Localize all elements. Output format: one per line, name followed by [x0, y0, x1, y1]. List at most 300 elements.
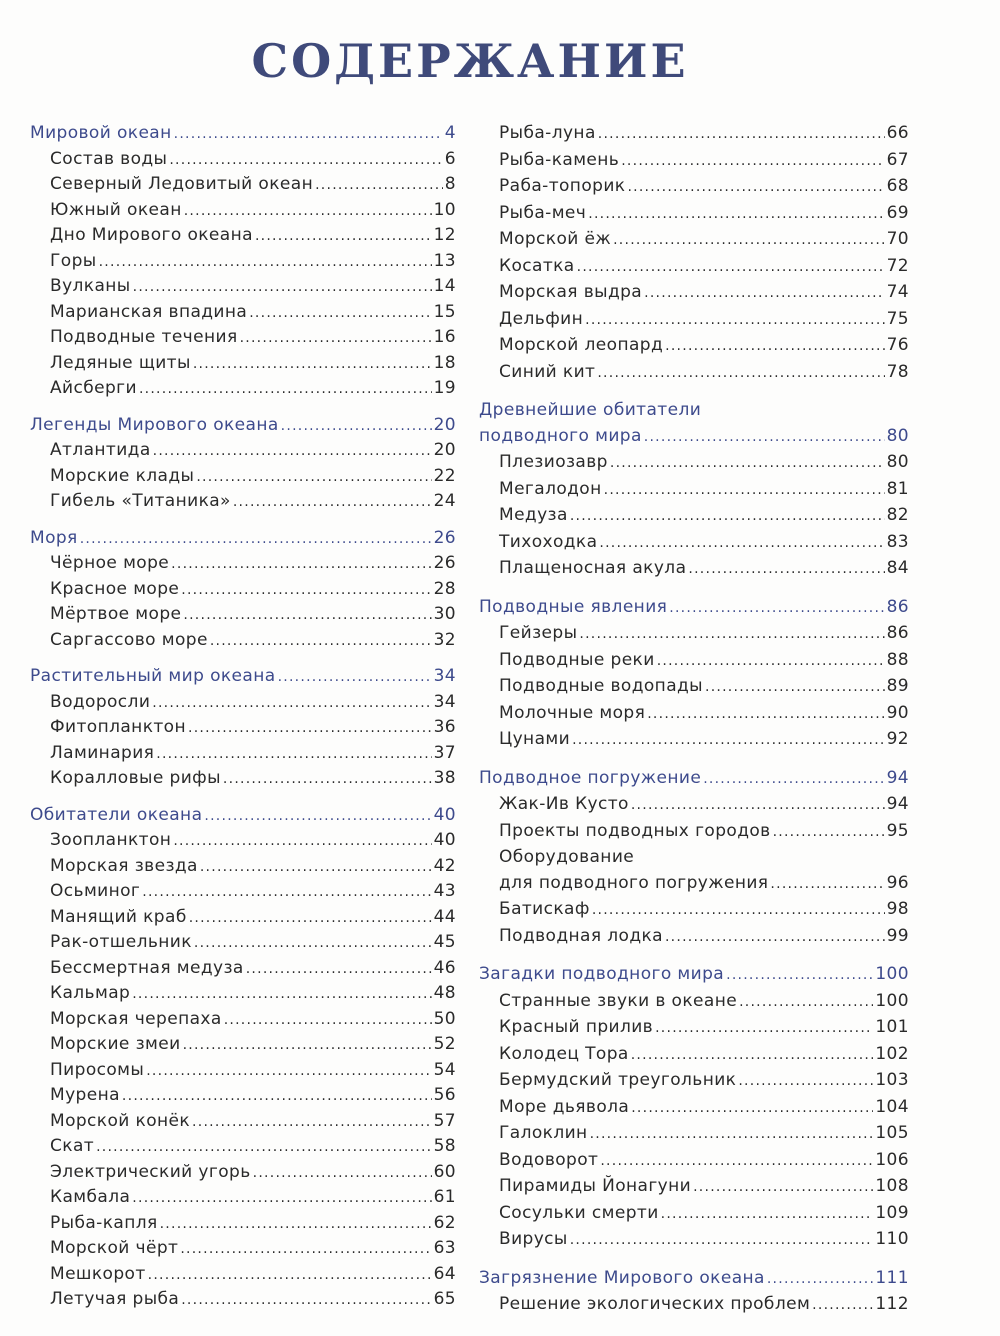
- toc-page-number: 24: [433, 491, 456, 511]
- toc-entry[interactable]: [479, 1095, 909, 1122]
- toc-entry-label: Морской леопард: [499, 335, 664, 355]
- toc-page-number: 88: [886, 649, 909, 670]
- toc-entry[interactable]: [479, 280, 909, 307]
- dot-leader: [233, 489, 432, 515]
- toc-entry[interactable]: [479, 1201, 909, 1228]
- toc-entry-label: Растительный мир океана: [30, 666, 276, 686]
- dot-leader: [588, 201, 884, 228]
- toc-entry-label: Гейзеры: [499, 623, 578, 643]
- toc-entry[interactable]: [30, 1287, 456, 1313]
- toc-page-number: 95: [886, 820, 909, 841]
- toc-section: [30, 803, 456, 1313]
- toc-entry-label: Мировой океан: [30, 123, 172, 143]
- dot-leader: [188, 715, 432, 741]
- toc-page-number: 30: [433, 604, 456, 624]
- dot-leader: [146, 1058, 431, 1084]
- dot-leader: [223, 766, 432, 792]
- toc-entry-label: Легенды Мирового океана: [30, 414, 279, 435]
- dot-leader: [174, 121, 443, 147]
- toc-entry[interactable]: [479, 989, 909, 1016]
- toc-entry[interactable]: [479, 792, 909, 819]
- toc-entry-label: Морская звезда: [50, 855, 198, 876]
- toc-section-heading[interactable]: [30, 121, 456, 147]
- toc-page-number: 26: [433, 527, 456, 548]
- toc-entry-label: Ледяные щиты: [50, 352, 191, 373]
- toc-page-number: 38: [433, 768, 456, 788]
- toc-page-number: 20: [433, 414, 456, 435]
- toc-entry-label: Плезиозавр: [499, 452, 608, 472]
- toc-entry-label: Саргассово море: [50, 629, 208, 650]
- toc-entry-label: Южный океан: [50, 199, 182, 220]
- toc-entry-label: Зоопланктон: [50, 830, 172, 850]
- dot-leader: [647, 701, 884, 728]
- toc-entry[interactable]: [30, 438, 456, 464]
- toc-entry-label: Вулканы: [50, 276, 131, 296]
- toc-page-number: 26: [433, 553, 456, 573]
- dot-leader: [122, 1083, 432, 1109]
- toc-entry[interactable]: [30, 577, 456, 603]
- toc-entry-label: Морской чёрт: [50, 1238, 179, 1258]
- toc-entry[interactable]: [479, 503, 909, 530]
- toc-page-number: 46: [433, 957, 456, 978]
- toc-entry-label: Бермудский треугольник: [499, 1070, 737, 1090]
- dot-leader: [597, 360, 884, 387]
- dot-leader: [173, 828, 431, 854]
- toc-entry[interactable]: [479, 1292, 909, 1319]
- toc-entry-label: Бессмертная медуза: [50, 957, 244, 978]
- toc-entry-label: Дно Мирового океана: [50, 225, 253, 245]
- dot-leader: [598, 121, 885, 148]
- toc-entry[interactable]: [30, 741, 456, 767]
- toc-entry[interactable]: [30, 1236, 456, 1262]
- toc-entry-label: Медуза: [499, 505, 568, 525]
- dot-leader: [590, 1121, 874, 1148]
- toc-entry[interactable]: [30, 1032, 456, 1058]
- toc-section-heading[interactable]: [479, 962, 909, 989]
- toc-entry-label: Рыба-меч: [499, 202, 587, 223]
- toc-entry-label: Айсберги: [50, 378, 137, 398]
- toc-entry-label: Батискаф: [499, 899, 590, 919]
- toc-entry-label: Косатка: [499, 255, 575, 276]
- toc-page-number: 16: [433, 327, 456, 347]
- toc-entry[interactable]: [30, 1058, 456, 1084]
- dot-leader: [570, 1227, 874, 1254]
- toc-entry-label: Мешкорот: [50, 1263, 146, 1284]
- toc-entry-label: Водоросли: [50, 691, 151, 712]
- toc-section: [479, 398, 909, 583]
- dot-leader: [96, 1134, 432, 1160]
- toc-page-number: 78: [886, 361, 909, 382]
- toc-entry[interactable]: [479, 1121, 909, 1148]
- toc-page-number: 86: [886, 623, 909, 643]
- toc-entry[interactable]: [479, 674, 909, 701]
- dot-leader: [249, 300, 431, 326]
- dot-leader: [572, 727, 884, 754]
- toc-entry[interactable]: [30, 766, 456, 792]
- dot-leader: [770, 871, 884, 898]
- toc-page-number: 72: [886, 255, 909, 276]
- toc-section-heading[interactable]: [30, 664, 456, 690]
- toc-entry[interactable]: [30, 551, 456, 577]
- toc-entry[interactable]: [30, 1262, 456, 1288]
- toc-page-number: 19: [433, 378, 456, 398]
- toc-page-number: 40: [433, 804, 456, 825]
- toc-entry-label: Подводное погружение: [479, 767, 702, 788]
- toc-entry[interactable]: [479, 819, 909, 846]
- toc-entry[interactable]: [479, 1148, 909, 1175]
- dot-leader: [665, 924, 885, 951]
- dot-leader: [688, 556, 884, 583]
- toc-page-number: 94: [886, 794, 909, 814]
- dot-leader: [139, 376, 432, 402]
- toc-entry[interactable]: [30, 628, 456, 654]
- dot-leader: [183, 602, 431, 628]
- toc-section-heading[interactable]: [479, 1266, 909, 1293]
- toc-entry[interactable]: [479, 1015, 909, 1042]
- dot-leader: [644, 280, 884, 307]
- toc-entry[interactable]: [479, 1042, 909, 1069]
- toc-entry[interactable]: [30, 1160, 456, 1186]
- toc-page-number: 89: [886, 676, 909, 696]
- toc-page-number: 18: [433, 352, 456, 373]
- toc-page-number: 82: [886, 505, 909, 525]
- dot-leader: [194, 930, 432, 956]
- dot-leader: [604, 477, 885, 504]
- dot-leader: [133, 274, 432, 300]
- toc-entry-label: Море дьявола: [499, 1096, 630, 1117]
- dot-leader: [657, 648, 885, 675]
- toc-entry-label: Молочные моря: [499, 702, 646, 723]
- toc-section-heading[interactable]: [479, 766, 909, 793]
- dot-leader: [739, 989, 873, 1016]
- toc-entry-label: Электрический угорь: [50, 1161, 251, 1182]
- dot-leader: [812, 1292, 873, 1319]
- toc-section-heading[interactable]: [479, 424, 909, 451]
- toc-left-column: [30, 121, 456, 1324]
- toc-page-number: 4: [444, 123, 456, 143]
- dot-leader: [278, 664, 432, 690]
- toc-page-number: 13: [433, 250, 456, 271]
- toc-section-heading[interactable]: [479, 595, 909, 622]
- toc-page-number: 65: [433, 1289, 456, 1309]
- toc-entry[interactable]: [30, 879, 456, 905]
- toc-page-number: 52: [433, 1034, 456, 1054]
- toc-page-number: 70: [886, 229, 909, 249]
- toc-entry[interactable]: [30, 602, 456, 628]
- toc-page-number: 98: [886, 899, 909, 919]
- dot-leader: [181, 577, 431, 603]
- toc-section-heading-line: [479, 398, 909, 424]
- toc-entry[interactable]: [30, 981, 456, 1007]
- dot-leader: [132, 1185, 431, 1211]
- dot-leader: [246, 956, 432, 982]
- toc-entry-label: Пирамиды Йонагуни: [499, 1176, 692, 1196]
- dot-leader: [148, 1262, 432, 1288]
- dot-leader: [193, 351, 432, 377]
- toc-entry[interactable]: [30, 1211, 456, 1237]
- toc-entry[interactable]: [30, 300, 456, 326]
- toc-page-number: 20: [433, 440, 456, 460]
- toc-page-number: 15: [433, 301, 456, 322]
- toc-entry-label: Оборудование: [499, 847, 635, 867]
- toc-section: [30, 121, 456, 402]
- dot-leader: [80, 526, 432, 552]
- toc-entry[interactable]: [479, 897, 909, 924]
- toc-entry[interactable]: [30, 956, 456, 982]
- dot-leader: [204, 803, 431, 829]
- toc-entry[interactable]: [479, 333, 909, 360]
- toc-entry-label: Дельфин: [499, 308, 584, 329]
- toc-page-number: 74: [886, 282, 909, 302]
- dot-leader: [192, 1109, 432, 1135]
- toc-page-number: 48: [433, 983, 456, 1003]
- toc-page-number: 68: [886, 176, 909, 196]
- toc-entry-label: Чёрное море: [50, 553, 170, 573]
- toc-entry[interactable]: [479, 174, 909, 201]
- toc-entry-label: Подводные течения: [50, 327, 238, 347]
- toc-page-number: 102: [875, 1043, 909, 1064]
- toc-entry-label: Раба-топорик: [499, 176, 626, 196]
- toc-entry-label: Обитатели океана: [30, 804, 203, 825]
- toc-entry-label: Водоворот: [499, 1149, 599, 1170]
- dot-leader: [152, 690, 431, 716]
- dot-leader: [169, 147, 442, 173]
- toc-page-number: 105: [875, 1123, 909, 1143]
- toc-entry[interactable]: [30, 1185, 456, 1211]
- toc-section: [479, 121, 909, 386]
- toc-entry[interactable]: [479, 254, 909, 281]
- toc-entry-label: Камбала: [50, 1187, 131, 1207]
- dot-leader: [665, 333, 884, 360]
- toc-entry[interactable]: [30, 464, 456, 490]
- dot-leader: [315, 172, 443, 198]
- toc-page-number: 56: [433, 1085, 456, 1105]
- toc-entry[interactable]: [30, 325, 456, 351]
- toc-page-number: 22: [433, 465, 456, 486]
- toc-section-heading[interactable]: [30, 526, 456, 552]
- dot-leader: [255, 223, 432, 249]
- toc-entry-label: Северный Ледовитый океан: [50, 174, 314, 194]
- dot-leader: [693, 1174, 873, 1201]
- toc-entry[interactable]: [479, 477, 909, 504]
- toc-entry-label: Скат: [50, 1136, 95, 1156]
- toc-page-number: 32: [433, 629, 456, 650]
- toc-entry[interactable]: [479, 556, 909, 583]
- toc-entry-label: Морские змеи: [50, 1034, 181, 1054]
- toc-entry-label: Моря: [30, 527, 78, 548]
- dot-leader: [773, 819, 885, 846]
- toc-entry[interactable]: [30, 1109, 456, 1135]
- toc-entry[interactable]: [479, 227, 909, 254]
- toc-entry[interactable]: [479, 871, 909, 898]
- toc-entry[interactable]: [30, 489, 456, 515]
- toc-entry-label: Морская выдра: [499, 282, 643, 302]
- toc-entry[interactable]: [30, 172, 456, 198]
- dot-leader: [661, 1201, 874, 1228]
- toc-entry-label: Мёртвое море: [50, 604, 182, 624]
- toc-page-number: 104: [875, 1096, 909, 1117]
- dot-leader: [738, 1068, 873, 1095]
- dot-leader: [156, 741, 431, 767]
- toc-entry[interactable]: [30, 1007, 456, 1033]
- dot-leader: [281, 413, 432, 439]
- toc-page-number: 8: [444, 174, 456, 194]
- toc-section: [479, 1266, 909, 1319]
- toc-entry[interactable]: [479, 701, 909, 728]
- dot-leader: [579, 621, 884, 648]
- toc-entry[interactable]: [479, 530, 909, 557]
- toc-entry[interactable]: [479, 360, 909, 387]
- toc-entry[interactable]: [479, 201, 909, 228]
- dot-leader: [570, 503, 885, 530]
- toc-page-number: 62: [433, 1212, 456, 1233]
- toc-page-number: 76: [886, 335, 909, 355]
- toc-page-number: 75: [886, 308, 909, 329]
- toc-entry[interactable]: [479, 450, 909, 477]
- toc-page-number: 83: [886, 531, 909, 552]
- dot-leader: [631, 1042, 874, 1069]
- toc-entry[interactable]: [479, 148, 909, 175]
- toc-entry-label: Морская черепаха: [50, 1008, 222, 1029]
- toc-entry-label: Тихоходка: [499, 531, 598, 552]
- toc-page-number: 50: [433, 1008, 456, 1029]
- toc-page-number: 106: [875, 1149, 909, 1170]
- dot-leader: [585, 307, 884, 334]
- toc-entry[interactable]: [30, 690, 456, 716]
- toc-page-number: 96: [886, 872, 909, 893]
- toc-page-number: 58: [433, 1136, 456, 1156]
- toc-page-number: 110: [875, 1229, 909, 1249]
- toc-entry[interactable]: [30, 715, 456, 741]
- toc-entry[interactable]: [479, 1227, 909, 1254]
- toc-section: [479, 962, 909, 1254]
- toc-page-number: 101: [875, 1017, 909, 1037]
- dot-leader: [171, 551, 431, 577]
- toc-page-number: 28: [433, 578, 456, 599]
- toc-page-number: 80: [886, 452, 909, 472]
- toc-page-number: 81: [886, 478, 909, 499]
- toc-entry-label: Странные звуки в океане: [499, 990, 738, 1011]
- toc-section: [479, 595, 909, 754]
- toc-page-number: 108: [875, 1176, 909, 1196]
- toc-page-number: 12: [433, 225, 456, 245]
- toc-entry[interactable]: [30, 905, 456, 931]
- dot-leader: [181, 1287, 431, 1313]
- toc-entry[interactable]: [479, 621, 909, 648]
- toc-entry[interactable]: [30, 274, 456, 300]
- toc-entry-label: Гибель «Титаника»: [50, 491, 231, 511]
- toc-entry[interactable]: [479, 307, 909, 334]
- toc-entry-label: подводного мира: [479, 425, 642, 446]
- toc-entry-label: Рыба-камень: [499, 149, 620, 170]
- dot-leader: [189, 905, 432, 931]
- toc-entry-label: Мурена: [50, 1085, 120, 1105]
- toc-entry[interactable]: [479, 1174, 909, 1201]
- toc-page-number: 92: [886, 729, 909, 749]
- toc-entry[interactable]: [30, 351, 456, 377]
- toc-entry[interactable]: [30, 828, 456, 854]
- toc-entry[interactable]: [30, 376, 456, 402]
- dot-leader: [610, 450, 885, 477]
- dot-leader: [210, 628, 432, 654]
- toc-entry-label: Древнейшие обитатели: [479, 400, 702, 420]
- toc-page-number: 99: [886, 925, 909, 946]
- toc-page-number: 44: [433, 906, 456, 927]
- dot-leader: [621, 148, 884, 175]
- toc-page-number: 14: [433, 276, 456, 296]
- dot-leader: [627, 174, 884, 201]
- toc-section-heading[interactable]: [30, 803, 456, 829]
- toc-entry[interactable]: [30, 1134, 456, 1160]
- dot-leader: [99, 249, 432, 275]
- toc-entry[interactable]: [30, 198, 456, 224]
- toc-entry-label: Подводные водопады: [499, 676, 703, 696]
- toc-entry[interactable]: [479, 648, 909, 675]
- toc-entry[interactable]: [30, 249, 456, 275]
- toc-entry-label: Морской ёж: [499, 229, 612, 249]
- toc-entry[interactable]: [479, 121, 909, 148]
- toc-section: [30, 664, 456, 792]
- dot-leader: [726, 962, 873, 989]
- toc-page-number: 100: [875, 990, 909, 1011]
- toc-entry[interactable]: [479, 924, 909, 951]
- toc-entry[interactable]: [30, 223, 456, 249]
- toc-entry-label: Синий кит: [499, 361, 596, 382]
- dot-leader: [132, 981, 431, 1007]
- toc-section-heading[interactable]: [30, 413, 456, 439]
- toc-entry-line: [479, 845, 909, 871]
- toc-page-number: 80: [886, 425, 909, 446]
- toc-entry[interactable]: [479, 1068, 909, 1095]
- toc-page-number: 67: [886, 149, 909, 170]
- toc-page-number: 34: [433, 691, 456, 712]
- toc-page-number: 100: [875, 964, 909, 984]
- toc-right-column: [479, 121, 909, 1331]
- toc-page-number: 10: [433, 199, 456, 220]
- toc-entry-label: Колодец Тора: [499, 1043, 629, 1064]
- dot-leader: [196, 464, 431, 490]
- dot-leader: [577, 254, 885, 281]
- dot-leader: [655, 1015, 873, 1042]
- toc-entry-label: для подводного погружения: [499, 872, 769, 893]
- toc-entry[interactable]: [30, 854, 456, 880]
- toc-entry[interactable]: [30, 930, 456, 956]
- toc-page-number: 90: [886, 702, 909, 723]
- dot-leader: [153, 438, 432, 464]
- dot-leader: [613, 227, 884, 254]
- toc-page-number: 69: [886, 202, 909, 223]
- toc-entry-label: Загадки подводного мира: [479, 964, 725, 984]
- toc-entry[interactable]: [30, 147, 456, 173]
- dot-leader: [705, 674, 885, 701]
- toc-entry-label: Мегалодон: [499, 478, 602, 499]
- toc-page-number: 40: [433, 830, 456, 850]
- toc-entry-label: Решение экологических проблем: [499, 1294, 811, 1314]
- toc-entry-label: Коралловые рифы: [50, 768, 221, 788]
- toc-page-number: 54: [433, 1059, 456, 1080]
- toc-entry-label: Красный прилив: [499, 1017, 654, 1037]
- toc-entry[interactable]: [30, 1083, 456, 1109]
- dot-leader: [631, 1095, 873, 1122]
- toc-page-number: 42: [433, 855, 456, 876]
- toc-entry[interactable]: [479, 727, 909, 754]
- toc-page-number: 60: [433, 1161, 456, 1182]
- toc-page-number: 43: [433, 881, 456, 901]
- toc-entry-label: Кальмар: [50, 983, 131, 1003]
- toc-entry-label: Атлантида: [50, 440, 151, 460]
- toc-page-number: 45: [433, 932, 456, 952]
- toc-section: [30, 413, 456, 515]
